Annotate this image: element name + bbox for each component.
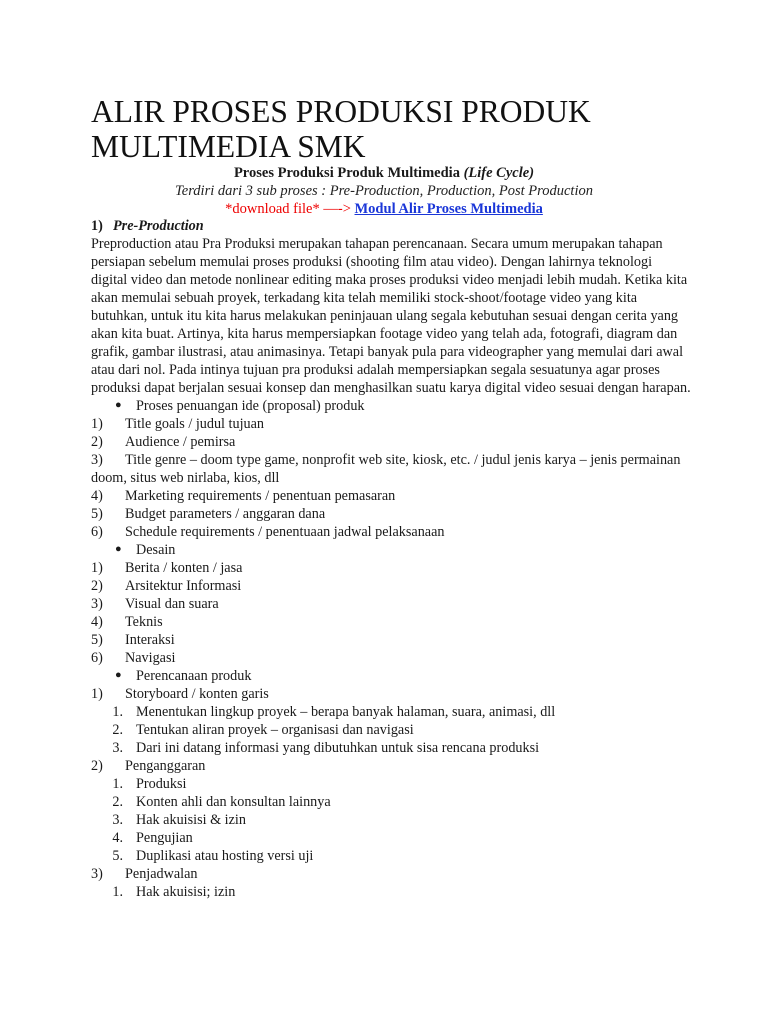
numbered-text: Interaksi — [125, 632, 175, 648]
sub-list-marker: 3. — [112, 740, 123, 756]
numbered-item — [91, 649, 691, 667]
subproses-line: Terdiri dari 3 sub proses : Pre-Production, Production, Post Production — [175, 183, 593, 199]
bullet-item-text: Desain — [136, 542, 176, 558]
numbered-text: Audience / pemirsa — [125, 434, 236, 450]
sub-list-text: Konten ahli dan konsultan lainnya — [136, 794, 331, 810]
sub-list-item — [91, 703, 691, 721]
numbered-marker: 1) — [91, 416, 103, 432]
bullet-icon: ● — [115, 399, 122, 411]
section-heading — [91, 217, 691, 235]
modul-link[interactable]: Modul Alir Proses Multimedia — [354, 201, 543, 217]
bullet-item-text: Perencanaan produk — [136, 668, 252, 684]
sub-list-item — [91, 775, 691, 793]
sub-list-text: Menentukan lingkup proyek – berapa banyak halaman, suara, animasi, dll — [136, 704, 556, 720]
sub-list-text: Duplikasi atau hosting versi uji — [136, 848, 314, 864]
numbered-text: Berita / konten / jasa — [125, 560, 243, 576]
numbered-item — [91, 505, 691, 523]
bullet-icon: ● — [115, 669, 122, 681]
page-title: ALIR PROSES PRODUKSI PRODUK MULTIMEDIA SMK — [91, 94, 591, 164]
content-body — [91, 217, 691, 901]
sub-list-text: Dari ini datang informasi yang dibutuhkan untuk sisa rencana produksi — [136, 740, 540, 756]
numbered-marker: 1) — [91, 560, 103, 576]
sub-list-marker: 3. — [112, 812, 123, 828]
subtitle-life-cycle: (Life Cycle) — [463, 165, 535, 181]
sub-list-marker: 1. — [112, 884, 123, 900]
sub-list-marker: 2. — [112, 722, 123, 738]
sub-list-marker: 4. — [112, 830, 123, 846]
numbered-item — [91, 595, 691, 613]
bullet-item — [91, 397, 691, 415]
bullet-item — [91, 667, 691, 685]
numbered-marker: 3) — [91, 596, 103, 612]
intro-paragraph: Preproduction atau Pra Produksi merupakan tahapan perencanaan. Secara umum merupakan tahapan persiapan sebelum memulai proses produksi (shooting film atau video). Dengan lahirnya teknologi digital video dan metode nonlinear editing maka proses produksi video menjadi lebih mudah. Ketika kita akan memulai sebuah proyek, terkadang kita telah memiliki stock-shoot/footage video yang kita butuhkan, untuk itu kita harus melakukan peninjauan ulang segala kebutuhan sesuai dengan cerita yang akan kita buat. Artinya, kita harus mempersiapkan footage video yang telah ada, fotografi, diagram dan grafik, gambar ilustrasi, atau animasinya. Tetapi banyak pula para videographer yang memulai dari awal atau dari nol. Pada intinya tujuan pra produksi adalah mempersiapkan segala sesuatunya agar proses produksi dapat berjalan sesuai konsep dan menghasilkan suatu karya digital video sesuai dengan harapan. — [91, 236, 691, 396]
numbered-item — [91, 865, 691, 883]
sub-list-item — [91, 793, 691, 811]
download-line — [0, 199, 768, 219]
numbered-text: Arsitektur Informasi — [125, 578, 242, 594]
sub-list-marker: 1. — [112, 704, 123, 720]
numbered-item — [91, 631, 691, 649]
numbered-marker: 2) — [91, 434, 103, 450]
numbered-text: Storyboard / konten garis — [125, 686, 269, 702]
sub-list-item — [91, 739, 691, 757]
numbered-marker: 2) — [91, 578, 103, 594]
numbered-item — [91, 487, 691, 505]
numbered-marker: 5) — [91, 632, 103, 648]
numbered-text: Penganggaran — [125, 758, 206, 774]
numbered-item — [91, 613, 691, 631]
sub-list-text: Hak akuisisi & izin — [136, 812, 246, 828]
numbered-text: Schedule requirements / penentuaan jadwal pelaksanaan — [125, 524, 445, 540]
numbered-item — [91, 685, 691, 703]
numbered-marker: 5) — [91, 506, 103, 522]
numbered-marker: 4) — [91, 614, 103, 630]
sub-list-item — [91, 811, 691, 829]
numbered-item — [91, 433, 691, 451]
numbered-item — [91, 757, 691, 775]
numbered-item — [91, 523, 691, 541]
numbered-text: Budget parameters / anggaran dana — [125, 506, 326, 522]
numbered-text: Title goals / judul tujuan — [125, 416, 264, 432]
numbered-item — [91, 415, 691, 433]
sub-list-text: Hak akuisisi; izin — [136, 884, 236, 900]
numbered-text: Visual dan suara — [125, 596, 219, 612]
numbered-marker: 6) — [91, 524, 103, 540]
numbered-marker: 3) — [91, 866, 103, 882]
numbered-text: Teknis — [125, 614, 163, 630]
sub-list-item — [91, 883, 691, 901]
numbered-marker: 4) — [91, 488, 103, 504]
numbered-text: Marketing requirements / penentuan pemasaran — [125, 488, 396, 504]
section-number: 1) — [91, 218, 103, 234]
bullet-item-text: Proses penuangan ide (proposal) produk — [136, 398, 365, 414]
sub-list-text: Pengujian — [136, 830, 193, 846]
numbered-item — [91, 559, 691, 577]
subtitle-text: Proses Produksi Produk Multimedia — [233, 165, 464, 181]
download-label: *download file* —-> — [225, 201, 355, 217]
outline-list — [91, 397, 691, 901]
bullet-item — [91, 541, 691, 559]
subtitle — [0, 163, 768, 183]
sub-list-text: Produksi — [136, 776, 187, 792]
sub-list-item — [91, 847, 691, 865]
numbered-item — [91, 577, 691, 595]
sub-list-marker: 5. — [112, 848, 123, 864]
bullet-icon: ● — [115, 543, 122, 555]
sub-list-marker: 1. — [112, 776, 123, 792]
numbered-text: Navigasi — [125, 650, 176, 666]
numbered-text: Title genre – doom type game, nonprofit web site, kiosk, etc. / judul jenis karya – jenis permainan doom, situs web nirlaba, kios, dll — [91, 452, 681, 486]
section-title: Pre-Production — [113, 218, 204, 234]
numbered-text: Penjadwalan — [125, 866, 198, 882]
numbered-marker: 2) — [91, 758, 103, 774]
numbered-marker: 3) — [91, 452, 103, 468]
sub-list-marker: 2. — [112, 794, 123, 810]
numbered-item — [91, 451, 691, 487]
numbered-marker: 1) — [91, 686, 103, 702]
sub-list-item — [91, 829, 691, 847]
numbered-marker: 6) — [91, 650, 103, 666]
sub-list-text: Tentukan aliran proyek – organisasi dan navigasi — [136, 722, 414, 738]
sub-list-item — [91, 721, 691, 739]
